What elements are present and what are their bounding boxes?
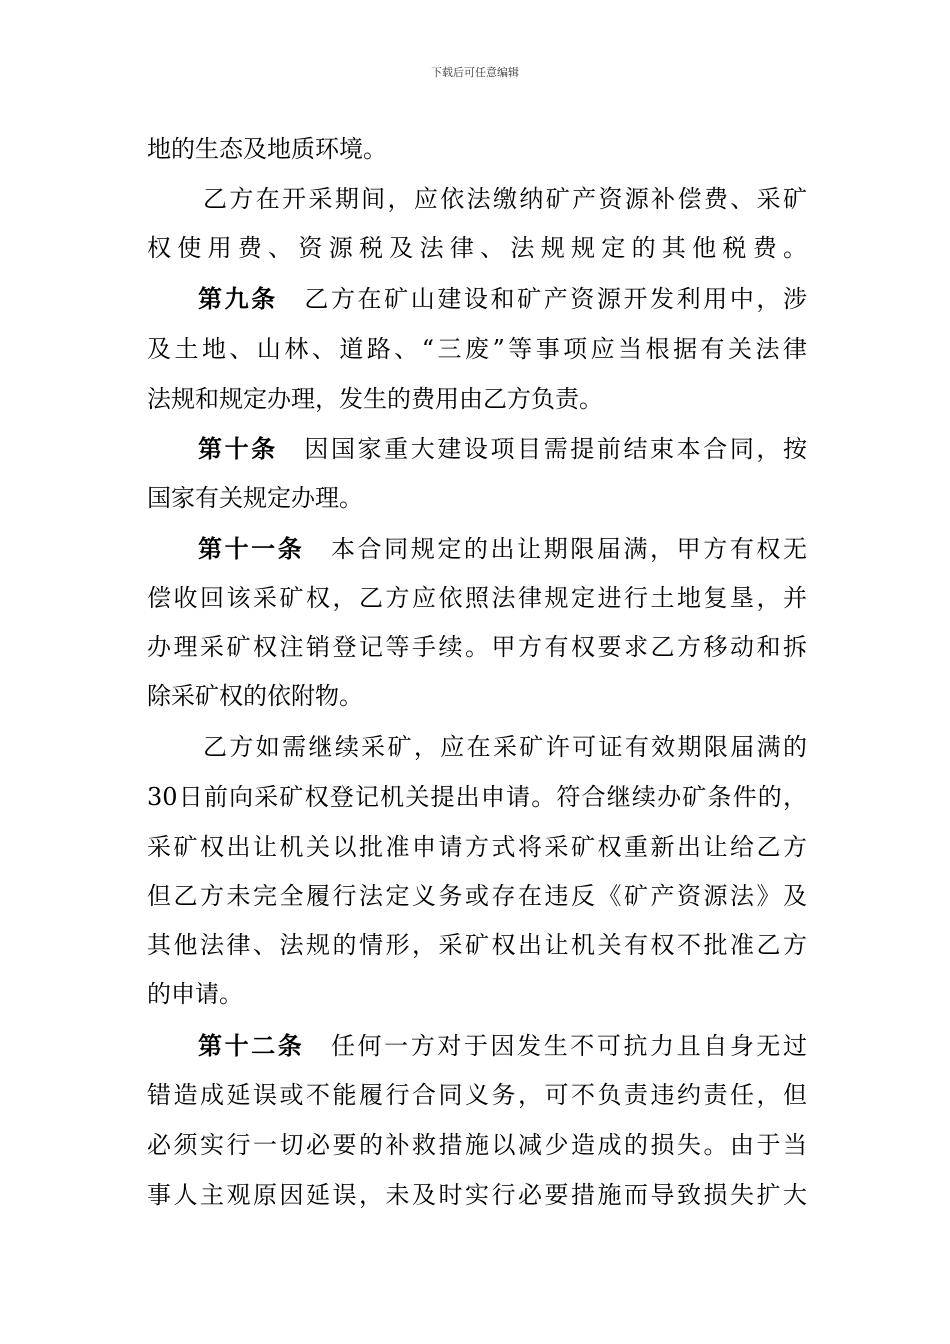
text-line: 法规和规定办理，发生的费用由乙方负责。 xyxy=(147,385,603,413)
text-line: 错造成延误或不能履行合同义务，可不负责违约责任，但 xyxy=(147,1081,807,1109)
article-text: 本合同规定的出让期限届满，甲方有权无 xyxy=(330,535,808,563)
text-line: 必须实行一切必要的补救措施以减少造成的损失。由于当 xyxy=(147,1131,807,1159)
text-line: 除采矿权的依附物。 xyxy=(147,682,363,710)
text-line: 及土地、山林、道路、“三废”等事项应当根据有关法律 xyxy=(147,335,807,363)
article-line xyxy=(198,1021,807,1071)
text-line: 但乙方未完全履行法定义务或存在违反《矿产资源法》及 xyxy=(147,882,807,910)
article-line xyxy=(198,524,807,574)
article-number: 第十二条 xyxy=(198,1031,305,1060)
text-line: 办理采矿权注销登记等手续。甲方有权要求乙方移动和拆 xyxy=(147,633,807,661)
article-number: 第十条 xyxy=(198,434,278,463)
text-line: 其他法律、法规的情形，采矿权出让机关有权不批准乙方 xyxy=(147,931,807,959)
text-line: 地的生态及地质环境。 xyxy=(147,135,387,163)
article-number: 第十一条 xyxy=(198,534,305,563)
text-line: 的申请。 xyxy=(147,980,243,1008)
article-line xyxy=(198,274,807,324)
text-line: 国家有关规定办理。 xyxy=(147,484,363,512)
text-line: 乙方如需继续采矿，应在采矿许可证有效期限届满的 xyxy=(203,733,807,761)
article-number: 第九条 xyxy=(198,284,278,313)
article-text: 任何一方对于因发生不可抗力且自身无过 xyxy=(330,1032,808,1060)
text-line: 偿收回该采矿权，乙方应依照法律规定进行土地复垦，并 xyxy=(147,584,807,612)
article-text: 因国家重大建设项目需提前结束本合同，按 xyxy=(304,435,808,463)
text-line: 采矿权出让机关以批准申请方式将采矿权重新出让给乙方 xyxy=(147,833,807,861)
text-line: 乙方在开采期间，应依法缴纳矿产资源补偿费、采矿 xyxy=(203,185,807,213)
text-line: 事人主观原因延误，未及时实行必要措施而导致损失扩大 xyxy=(147,1181,807,1209)
article-text: 乙方在矿山建设和矿产资源开发利用中，涉 xyxy=(304,285,808,313)
text-line: 权使用费、资源税及法律、法规规定的其他税费。 xyxy=(147,234,807,262)
text-line: 30日前向采矿权登记机关提出申请。符合继续办矿条件的， xyxy=(147,783,807,811)
page-header: 下载后可任意编辑 xyxy=(431,66,519,79)
article-line xyxy=(198,424,807,474)
